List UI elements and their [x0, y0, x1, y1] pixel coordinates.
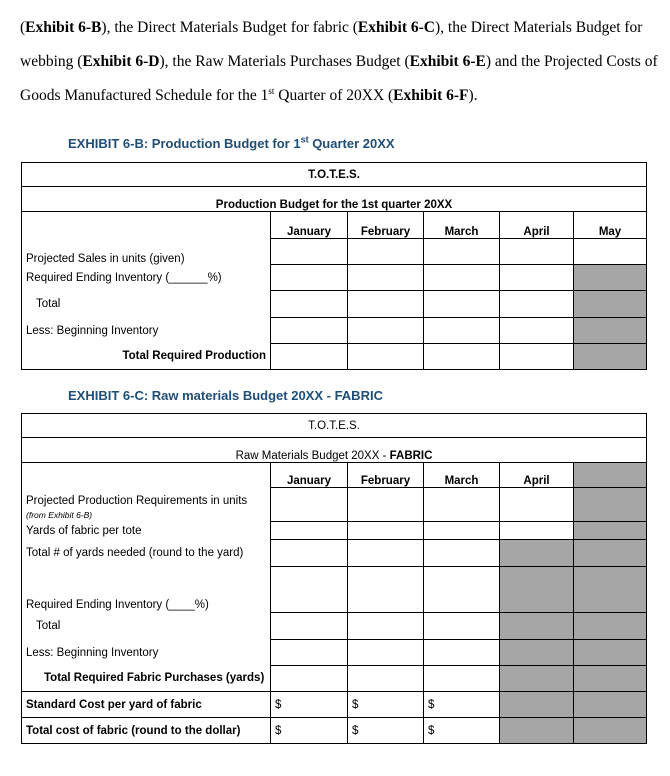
input-cell[interactable]	[424, 640, 500, 666]
input-cell[interactable]	[348, 291, 424, 318]
input-cell[interactable]	[348, 318, 424, 344]
input-cell[interactable]	[424, 291, 500, 318]
intro-line-3-end: ).	[468, 87, 478, 104]
exhibit-6c-row-label: Total	[22, 613, 271, 640]
input-cell[interactable]	[348, 640, 424, 666]
input-cell[interactable]	[271, 540, 348, 567]
line1-segment: (	[20, 19, 26, 36]
input-cell[interactable]	[500, 522, 574, 540]
shaded-cell	[574, 666, 647, 692]
exhibit-6c-month: March	[424, 463, 500, 488]
exhibit-6c-row-label	[22, 488, 271, 522]
input-cell[interactable]	[348, 666, 424, 692]
line1-segment: Exhibit 6-C	[357, 19, 436, 36]
shaded-cell	[574, 265, 647, 291]
shaded-cell	[500, 567, 574, 613]
exhibit-6b-month: March	[424, 212, 500, 239]
exhibit-6c-row-label-std-cost: Standard Cost per yard of fabric	[22, 692, 271, 718]
input-cell[interactable]	[271, 522, 348, 540]
exhibit-6b-title	[68, 136, 395, 151]
input-cell[interactable]	[424, 318, 500, 344]
exhibit-6b-row-label-total: Total Required Production	[22, 344, 271, 370]
currency-cell[interactable]: $	[348, 692, 424, 718]
currency-cell[interactable]: $	[424, 692, 500, 718]
input-cell[interactable]	[424, 613, 500, 640]
exhibit-6b-month: April	[500, 212, 574, 239]
input-cell[interactable]	[271, 640, 348, 666]
exhibit-6b-header-blank	[22, 212, 271, 239]
line1-segment: Exhibit 6-B	[25, 19, 102, 36]
line1-segment: ), the Direct Materials Budget for fabric (	[101, 19, 358, 36]
input-cell[interactable]	[348, 522, 424, 540]
shaded-cell	[574, 540, 647, 567]
input-cell[interactable]	[500, 265, 574, 291]
intro-paragraph	[20, 11, 660, 113]
exhibit-6b-month: May	[574, 212, 647, 239]
exhibit-6b-month: January	[271, 212, 348, 239]
intro-line-3	[20, 79, 660, 113]
exhibit-6b-title-pre: EXHIBIT 6-B: Production Budget for 1	[68, 136, 301, 151]
currency-cell[interactable]: $	[271, 718, 348, 744]
shaded-cell	[574, 318, 647, 344]
shaded-cell	[574, 567, 647, 613]
input-cell[interactable]	[424, 265, 500, 291]
exhibit-6b-row-label: Projected Sales in units (given)	[22, 239, 271, 265]
input-cell[interactable]	[271, 666, 348, 692]
currency-cell[interactable]: $	[271, 692, 348, 718]
intro-line-1	[20, 11, 660, 45]
input-cell[interactable]	[348, 488, 424, 522]
exhibit-6c-subtitle-pre: Raw Materials Budget 20XX -	[235, 450, 390, 462]
input-cell[interactable]	[271, 344, 348, 370]
shaded-cell	[500, 640, 574, 666]
intro-line-3-sup: st	[268, 85, 275, 96]
input-cell[interactable]	[424, 344, 500, 370]
exhibit-6b-title-post: Quarter 20XX	[308, 136, 395, 151]
exhibit-6c-company: T.O.T.E.S.	[22, 414, 647, 438]
input-cell[interactable]	[348, 239, 424, 265]
shaded-cell	[574, 640, 647, 666]
line2-segment: Exhibit 6-E	[409, 53, 486, 70]
input-cell[interactable]	[348, 613, 424, 640]
line2-segment: webbing (	[20, 53, 83, 70]
proj-prod-note: (from Exhibit 6-B)	[26, 509, 93, 520]
exhibit-6b-row-label: Less: Beginning Inventory	[22, 318, 271, 344]
shaded-cell	[574, 344, 647, 370]
line2-segment: ) and the Projected Costs of	[485, 53, 658, 70]
input-cell[interactable]	[500, 291, 574, 318]
input-cell[interactable]	[271, 291, 348, 318]
exhibit-6b-row-label: Total	[22, 291, 271, 318]
shaded-cell	[574, 613, 647, 640]
shaded-cell	[574, 692, 647, 718]
shaded-cell	[574, 718, 647, 744]
exhibit-6c-title: EXHIBIT 6-C: Raw materials Budget 20XX - FABRIC	[68, 388, 383, 403]
exhibit-6c-row-label-total: Total Required Fabric Purchases (yards)	[22, 666, 271, 692]
line2-segment: Exhibit 6-D	[82, 53, 160, 70]
input-cell[interactable]	[500, 344, 574, 370]
currency-cell[interactable]: $	[424, 718, 500, 744]
exhibit-6b-table	[21, 162, 647, 370]
input-cell[interactable]	[271, 567, 348, 613]
input-cell[interactable]	[424, 488, 500, 522]
shaded-cell	[574, 291, 647, 318]
intro-line-2	[20, 45, 660, 79]
exhibit-6c-row-label-total-cost: Total cost of fabric (round to the dollar)	[22, 718, 271, 744]
shaded-cell	[574, 463, 647, 488]
input-cell[interactable]	[348, 540, 424, 567]
input-cell[interactable]	[348, 265, 424, 291]
exhibit-6b-subtitle: Production Budget for the 1st quarter 20XX	[22, 187, 647, 212]
input-cell[interactable]	[271, 488, 348, 522]
line1-segment: ), the Direct Materials Budget for	[435, 19, 643, 36]
intro-line-3-mid: Quarter of 20XX (	[274, 87, 394, 104]
exhibit-6c-header-blank	[22, 463, 271, 488]
input-cell[interactable]	[574, 239, 647, 265]
proj-prod-label: Projected Production Requirements in units	[26, 494, 248, 507]
exhibit-6c-subtitle-bold: FABRIC	[389, 450, 433, 462]
shaded-cell	[500, 718, 574, 744]
exhibit-6c-row-label: Less: Beginning Inventory	[22, 640, 271, 666]
shaded-cell	[574, 522, 647, 540]
shaded-cell	[500, 540, 574, 567]
input-cell[interactable]	[348, 344, 424, 370]
exhibit-6c-row-label: Total # of yards needed (round to the yard)	[22, 540, 271, 567]
input-cell[interactable]	[271, 613, 348, 640]
exhibit-6b-month: February	[348, 212, 424, 239]
input-cell[interactable]	[271, 265, 348, 291]
input-cell[interactable]	[424, 666, 500, 692]
currency-cell[interactable]: $	[348, 718, 424, 744]
exhibit-6b-row-label: Required Ending Inventory (______%)	[22, 265, 271, 291]
exhibit-6c-subtitle	[22, 438, 647, 463]
input-cell[interactable]	[424, 522, 500, 540]
input-cell[interactable]	[500, 488, 574, 522]
input-cell[interactable]	[500, 318, 574, 344]
input-cell[interactable]	[348, 567, 424, 613]
input-cell[interactable]	[500, 239, 574, 265]
shaded-cell	[500, 666, 574, 692]
exhibit-6c-table	[21, 413, 647, 744]
shaded-cell	[574, 488, 647, 522]
line2-segment: ), the Raw Materials Purchases Budget (	[159, 53, 410, 70]
input-cell[interactable]	[424, 239, 500, 265]
shaded-cell	[500, 692, 574, 718]
input-cell[interactable]	[271, 318, 348, 344]
input-cell[interactable]	[424, 540, 500, 567]
exhibit-6b-company: T.O.T.E.S.	[22, 163, 647, 187]
exhibit-6c-month: February	[348, 463, 424, 488]
shaded-cell	[500, 613, 574, 640]
input-cell[interactable]	[271, 239, 348, 265]
intro-line-3-bold: Exhibit 6-F	[393, 87, 469, 104]
input-cell[interactable]	[424, 567, 500, 613]
exhibit-6c-month: April	[500, 463, 574, 488]
exhibit-6b-title-sup: st	[300, 134, 309, 145]
intro-line-3-pre: Goods Manufactured Schedule for the 1	[20, 87, 269, 104]
exhibit-6c-row-label: Yards of fabric per tote	[22, 522, 271, 540]
exhibit-6c-row-label: Required Ending Inventory (____%)	[22, 567, 271, 613]
exhibit-6c-month: January	[271, 463, 348, 488]
